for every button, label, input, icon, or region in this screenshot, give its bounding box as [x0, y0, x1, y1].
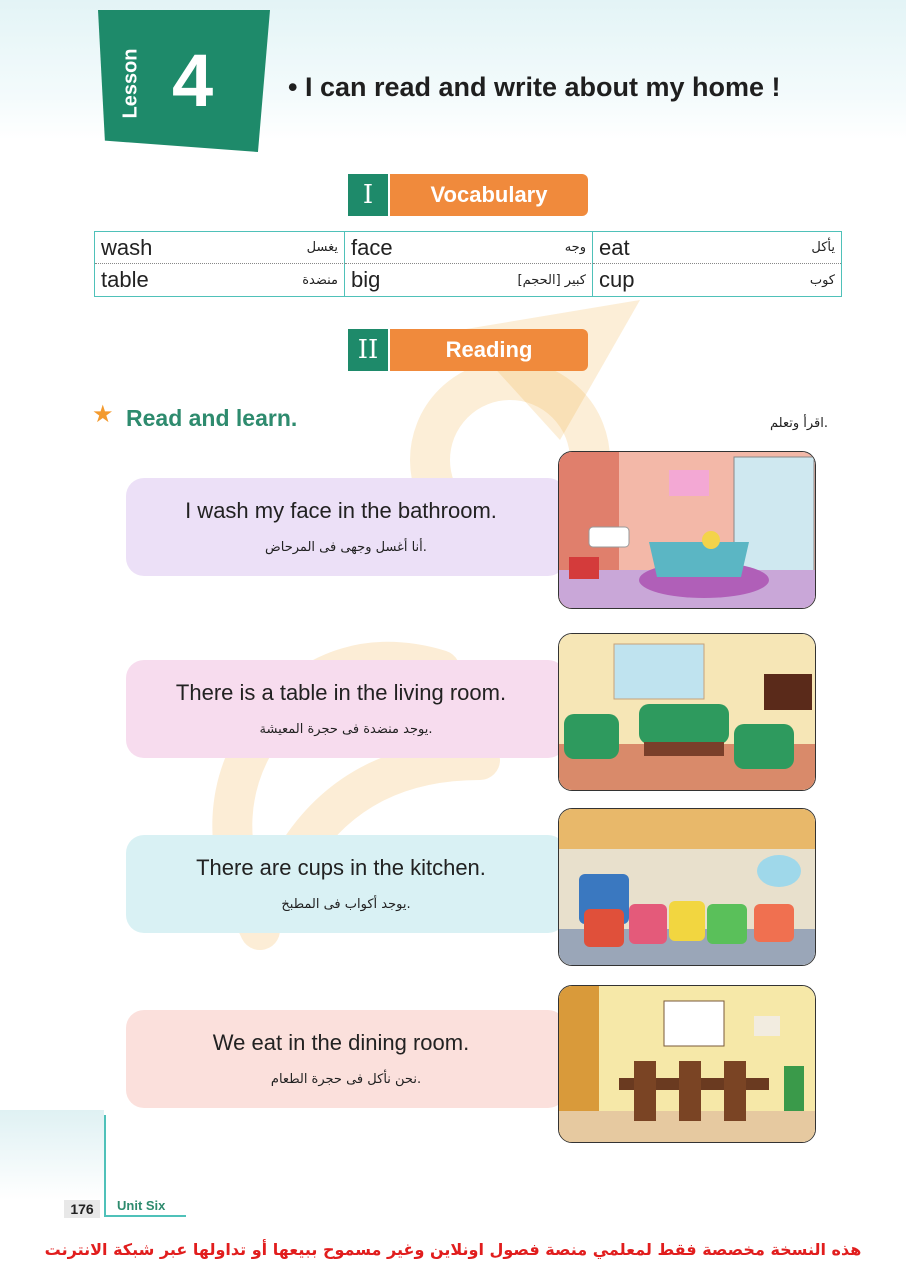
living-room-picture: [558, 633, 816, 791]
vocab-arabic: كوب: [809, 272, 835, 288]
unit-label: Unit Six: [117, 1198, 166, 1213]
sentence-english: We eat in the dining room.: [212, 1030, 470, 1055]
vocab-arabic: يأكل: [811, 240, 835, 255]
reading-instruction-arabic: اقرأ وتعلم.: [770, 416, 829, 431]
vocab-cell: [95, 264, 345, 296]
vocab-english: eat: [599, 234, 630, 260]
lesson-word: Lesson: [119, 48, 142, 119]
sentence-card: [126, 478, 566, 576]
bathroom-picture: [558, 451, 816, 609]
sentence-english: There are cups in the kitchen.: [196, 855, 486, 880]
reading-instruction: Read and learn.: [126, 405, 298, 431]
sentence-arabic: أنا أغسل وجهى فى المرحاض.: [265, 540, 427, 555]
vocab-cell: [593, 232, 841, 264]
sentence-card: [126, 835, 566, 933]
page-number: 176: [64, 1200, 100, 1218]
vocab-english: table: [101, 267, 149, 292]
vocab-cell: [345, 264, 593, 296]
kitchen-picture: [558, 808, 816, 966]
sentence-english: There is a table in the living room.: [175, 680, 507, 705]
reading-numeral: II: [348, 329, 388, 371]
vocab-arabic: يغسل: [306, 240, 338, 255]
sentence-english: I wash my face in the bathroom.: [185, 498, 497, 523]
sentence-arabic: يوجد أكواب فى المطبخ.: [281, 897, 411, 912]
vocab-english: face: [351, 234, 393, 260]
lesson-title: • I can read and write about my home !: [288, 72, 781, 102]
dining-room-picture: [558, 985, 816, 1143]
reading-label: Reading: [390, 329, 588, 371]
sentence-card: [126, 660, 566, 758]
vocab-english: cup: [599, 267, 635, 292]
vocab-english: big: [351, 267, 381, 292]
vocab-arabic: منضدة: [302, 272, 338, 288]
lesson-number: 4: [172, 39, 214, 122]
vocab-cell: [345, 232, 593, 264]
footer-divider: [104, 1115, 106, 1215]
vocab-arabic: كبير [الحجم]: [517, 272, 586, 288]
sentence-arabic: يوجد منضدة فى حجرة المعيشة.: [259, 722, 433, 737]
vocabulary-table: [94, 231, 842, 297]
footer-divider: [104, 1215, 186, 1217]
vocabulary-header: [348, 174, 588, 216]
footer-band: [0, 1110, 104, 1200]
vocab-cell: [95, 232, 345, 264]
copyright-notice: هذه النسخة مخصصة فقط لمعلمي منصة فصول اونلاين وغير مسموح ببيعها أو تداولها عبر شبكة الانترنت: [44, 1240, 862, 1259]
vocab-cell: [593, 264, 841, 296]
reading-header: [348, 329, 588, 371]
sentence-card: [126, 1010, 566, 1108]
vocab-arabic: وجه: [564, 240, 586, 255]
vocabulary-numeral: I: [348, 174, 388, 216]
star-icon: ★: [92, 400, 114, 428]
vocab-english: wash: [101, 234, 153, 260]
sentence-arabic: نحن نأكل فى حجرة الطعام.: [270, 1072, 422, 1087]
vocabulary-label: Vocabulary: [390, 174, 588, 216]
